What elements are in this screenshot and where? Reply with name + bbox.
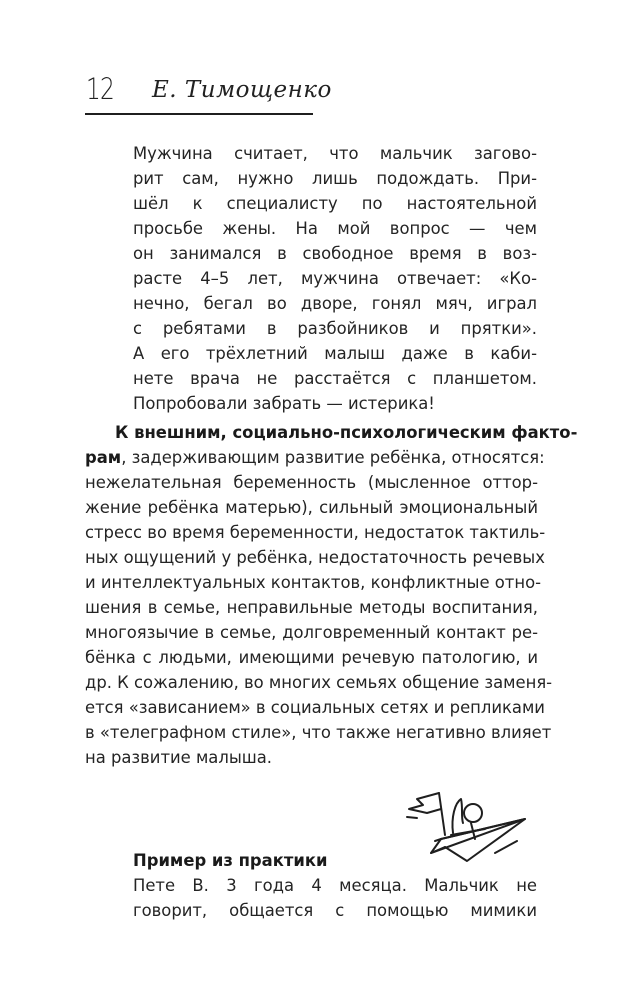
- text-line: на развитие малыша.: [85, 748, 273, 767]
- text-line: нечно, бегал во дворе, гонял мяч, играл: [133, 294, 537, 313]
- text-line: с ребятами в разбойников и прятки».: [133, 319, 537, 338]
- text-line: др. К сожалению, во многих семьях общение заменя-: [85, 673, 553, 692]
- text-line: он занимался в свободное время в воз-: [133, 244, 537, 263]
- text-line: А его трёхлетний малыш даже в каби-: [133, 344, 537, 363]
- text-line: просьбе жены. На мой вопрос — чем: [133, 219, 537, 238]
- practice-example: [133, 848, 537, 923]
- text-line: и интеллектуальных контактов, конфликтные отно-: [85, 573, 542, 592]
- text-line: Попробовали забрать — истерика!: [133, 394, 435, 413]
- text-line: бёнка с людьми, имеющими речевую патологию, и: [85, 648, 538, 667]
- text-line: многоязычие в семье, долговременный контакт ре-: [85, 623, 538, 642]
- text-line: Пете В. 3 года 4 месяца. Мальчик не: [133, 876, 537, 895]
- practice-heading: [133, 848, 537, 873]
- practice-heading-text: Пример из практики: [133, 851, 328, 870]
- header-rule: [85, 113, 313, 115]
- bold-term: К внешним, социально-психологическим факто-: [115, 423, 578, 442]
- quote-block: [133, 141, 537, 416]
- text-line: нете врача не расстаётся с планшетом.: [133, 369, 537, 388]
- text-line: рит сам, нужно лишь подождать. При-: [133, 169, 537, 188]
- text-line: жение ребёнка матерью), сильный эмоциональный: [85, 498, 538, 517]
- page-number: 12: [86, 72, 114, 106]
- text-span: , задерживающим развитие ребёнка, относятся:: [121, 448, 545, 467]
- text-line: Мужчина считает, что мальчик загово-: [133, 144, 537, 163]
- text-line: [85, 445, 545, 470]
- text-line: ется «зависанием» в социальных сетях и репликами: [85, 698, 545, 717]
- text-line: говорит, общается с помощью мимики: [133, 901, 537, 920]
- text-line: в «телеграфном стиле», что также негативно влияет: [85, 723, 552, 742]
- running-header-author: Е. Тимощенко: [152, 77, 332, 103]
- text-line: ных ощущений у ребёнка, недостаточность речевых: [85, 548, 545, 567]
- text-line: шёл к специалисту по настоятельной: [133, 194, 537, 213]
- bold-term: рам: [85, 448, 122, 467]
- main-paragraph: [85, 420, 578, 770]
- text-line: [85, 420, 578, 445]
- text-line: расте 4–5 лет, мужчина отвечает: «Ко-: [133, 269, 537, 288]
- text-line: стресс во время беременности, недостаток тактиль-: [85, 523, 546, 542]
- text-line: нежелательная беременность (мысленное оттор-: [85, 473, 538, 492]
- text-line: шения в семье, неправильные методы воспитания,: [85, 598, 538, 617]
